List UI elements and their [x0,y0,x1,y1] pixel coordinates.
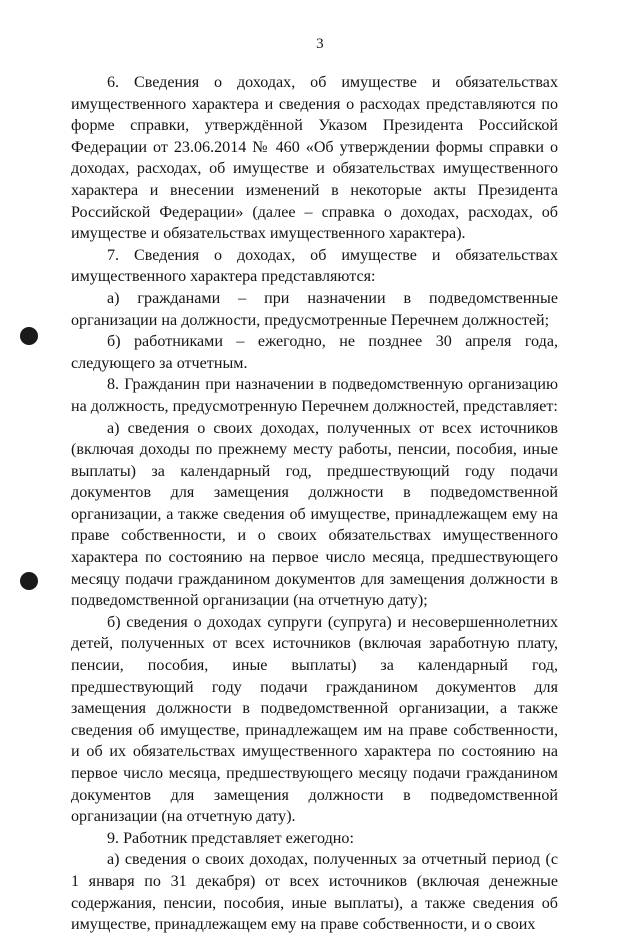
paragraph-8a: а) сведения о своих доходах, полученных от всех источников (включая доходы по прежнему месту работы, пенсии, пособия, иные выплаты) за календарный год, предшествующий году подачи документов для замещения должности в подведомственной организации, а также сведения об имуществе, принадлежащем ему на праве собственности, и о своих обязательствах имущественного характера по состоянию на первое число месяца, предшествующего месяцу подачи гражданином документов для замещения должности в подведомственной организации (на отчетную дату); [71,419,558,610]
paragraph-7b: б) работниками – ежегодно, не позднее 30 апреля года, следующего за отчетным. [71,333,558,372]
page-number: 3 [316,36,324,52]
paragraph-7: 7. Сведения о доходах, об имуществе и обязательствах имущественного характера представляются: [71,246,558,286]
paragraph-9a: а) сведения о своих доходах, полученных за отчетный период (с 1 января по 31 декабря) от всех источников (включая денежные содержания, пенсии, пособия, иные выплаты), а также сведения об имуществе, принадлежащем ему на праве собственности, и о своих [71,851,558,934]
document-body [71,72,558,936]
paragraph-6: 6. Сведения о доходах, об имуществе и обязательствах имущественного характера и сведения о расходах представляются по форме справки, утверждённой Указом Президента Российской Федерации от 23.06.2014 № 460 «Об утверждении формы справки о доходах, расходах, об имуществе и обязательствах имущественного характера и внесении изменений в некоторые акты Президента Российской Федерации» (далее – справка о доходах, расходах, об имуществе и обязательствах имущественного характера). [71,74,558,243]
paragraph-7a: а) гражданами – при назначении в подведомственные организации на должности, предусмотренные Перечнем должностей; [71,289,558,329]
punch-hole-mark [20,327,38,345]
punch-hole-mark [20,572,38,590]
paragraph-8: 8. Гражданин при назначении в подведомственную организацию на должность, предусмотренную Перечнем должностей, представляет: [71,376,558,415]
paragraph-8b: б) сведения о доходах супруги (супруга) и несовершеннолетних детей, полученных от всех источников (включая заработную плату, пенсии, пособия, иные выплаты) за календарный год, предшествующий году подачи гражданином документов для замещения должности в подведомственной организации, а также сведения об имуществе, принадлежащем им на праве собственности, и об их обязательствах имущественного характера по состоянию на первое число месяца, предшествующего месяцу подачи гражданином документов для замещения должности в подведомственной организации (на отчетную дату). [71,613,558,826]
paragraph-9: 9. Работник представляет ежегодно: [107,829,354,847]
